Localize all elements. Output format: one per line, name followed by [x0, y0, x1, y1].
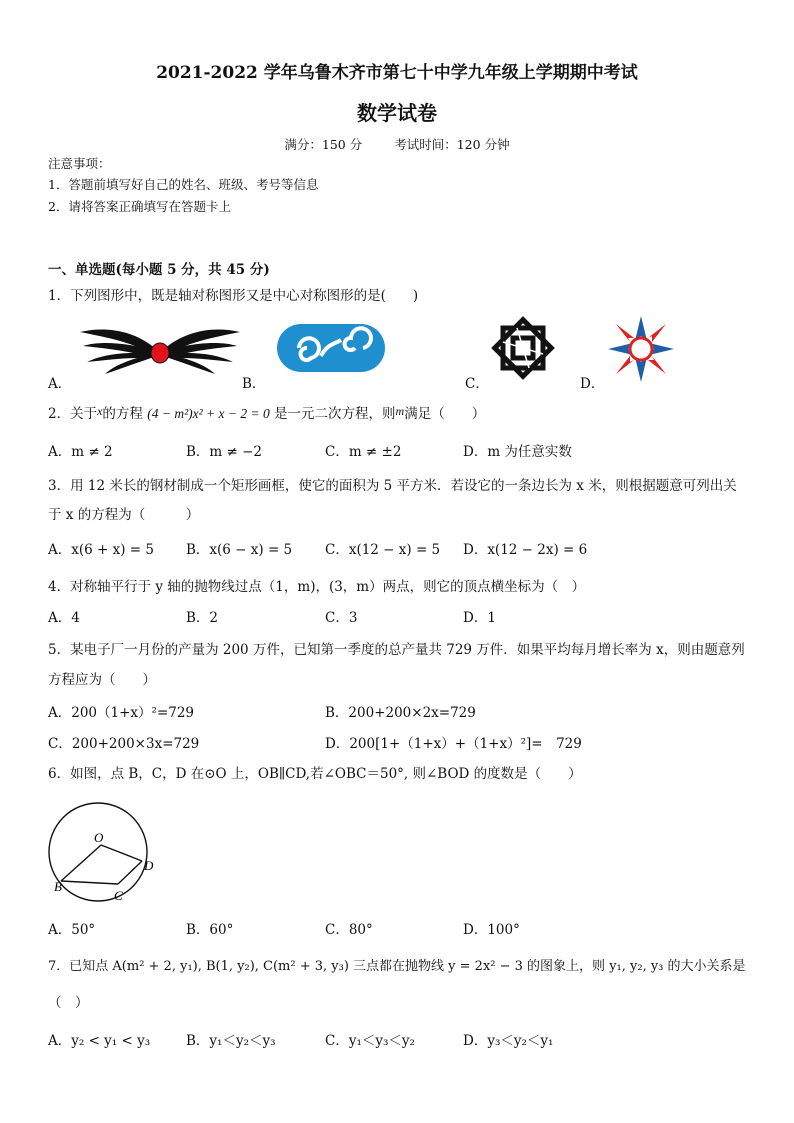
q2-stem-d: 满足（ ） — [404, 406, 486, 422]
label-d: D — [144, 858, 154, 873]
label-o: O — [94, 830, 104, 845]
q2-var-m: m — [395, 404, 405, 418]
q1-option-d-label: D． — [580, 376, 605, 392]
interlocked-squares-figure — [487, 312, 559, 384]
q1-option-a-label: A． — [48, 376, 72, 392]
exam-subject: 数学试卷 — [357, 101, 437, 125]
full-score: 满分：150 分 — [284, 137, 363, 152]
label-c: C — [114, 888, 123, 903]
q4-stem: 4．对称轴平行于 y 轴的抛物线过点（1，m)，(3，m）两点，则它的顶点横坐标为（ ） — [48, 579, 586, 595]
q7-line-1: 7．已知点 A(m² + 2, y₁), B(1, y₂), C(m² + 3, y₃) 三点都在抛物线 y = 2x² − 3 的图象上，则 y₁, y₂, y₃ 的大小关系是 — [48, 959, 746, 974]
q1-option-c-label: C． — [465, 376, 489, 392]
q4-option-d: D．1 — [463, 610, 496, 626]
q2-option-c: C．m ≠ ±2 — [325, 444, 402, 460]
section-heading: 一、单选题(每小题 5 分，共 45 分) — [48, 262, 270, 278]
q5-line-2: 方程应为（ ） — [48, 672, 156, 688]
circle-diagram — [44, 800, 164, 906]
q3-line-2: 于 x 的方程为（ ） — [48, 507, 200, 523]
star-circle-figure — [606, 314, 676, 384]
q3-option-c: C．x(12 − x) = 5 — [325, 542, 441, 558]
q3-option-a: A．x(6 + x) = 5 — [48, 542, 154, 558]
q2-stem — [48, 402, 485, 422]
q4-option-c: C．3 — [325, 610, 358, 626]
label-b: B — [54, 879, 62, 894]
q1-stem: 1．下列图形中，既是轴对称图形又是中心对称图形的是( ) — [48, 288, 419, 304]
q2-stem-a: 2．关于 — [48, 406, 98, 422]
exam-title: 2021-2022 学年乌鲁木齐市第七十中学九年级上学期期中考试 — [156, 63, 638, 83]
q6-option-d: D．100° — [463, 922, 520, 938]
notes-item-2: 2．请将答案正确填写在答题卡上 — [48, 199, 231, 214]
q2-stem-c: 是一元二次方程，则 — [274, 406, 396, 422]
exam-time: 考试时间：120 分钟 — [394, 137, 510, 152]
q3-option-b: B．x(6 − x) = 5 — [186, 542, 293, 558]
q3-line-1: 3．用 12 米长的钢材制成一个矩形画框，使它的面积为 5 平方米．若设它的一条边长为 x 米，则根据题意可列出关 — [48, 478, 737, 494]
q2-var-x: x — [97, 404, 103, 418]
q6-option-a: A．50° — [48, 922, 96, 938]
q7-option-d: D．y₃＜y₂＜y₁ — [463, 1033, 554, 1049]
q2-stem-b: 的方程 — [102, 406, 143, 422]
q7-option-b: B．y₁＜y₂＜y₃ — [186, 1033, 276, 1049]
q6-option-b: B．60° — [186, 922, 234, 938]
q6-stem: 6．如图，点 B，C，D 在⊙O 上，OB∥CD,若∠OBC＝50°, 则∠BOD 的度数是（ ） — [48, 766, 582, 782]
q2-equation: (4 − m²)x² + x − 2 = 0 — [147, 406, 270, 421]
q5-option-d: D．200[1+（1+x）+（1+x）²]= 729 — [325, 736, 582, 752]
q5-option-b: B．200+200×2x=729 — [325, 705, 476, 721]
q1-option-b-label: B． — [242, 376, 266, 392]
notes-heading: 注意事项： — [48, 156, 111, 171]
wings-figure — [75, 320, 245, 376]
q5-option-a: A．200（1+x）²=729 — [48, 705, 195, 721]
q5-line-1: 5．某电子厂一月份的产量为 200 万件，已知第一季度的总产量共 729 万件．如果平均每月增长率为 x，则由题意列 — [48, 642, 745, 658]
q2-option-b: B．m ≠ −2 — [186, 444, 263, 460]
q6-option-c: C．80° — [325, 922, 373, 938]
swirl-figure — [275, 322, 387, 374]
exam-info — [0, 135, 794, 153]
q4-option-a: A．4 — [48, 610, 80, 626]
q4-option-b: B．2 — [186, 610, 219, 626]
q7-option-a: A．y₂ < y₁ < y₃ — [48, 1033, 151, 1049]
q7-line-2: （ ） — [48, 995, 89, 1011]
q3-option-d: D．x(12 − 2x) = 6 — [463, 542, 588, 558]
q2-option-d: D．m 为任意实数 — [463, 444, 572, 460]
q7-option-c: C．y₁＜y₃＜y₂ — [325, 1033, 415, 1049]
q2-option-a: A．m ≠ 2 — [48, 444, 113, 460]
q5-option-c: C．200+200×3x=729 — [48, 736, 200, 752]
notes-item-1: 1．答题前填写好自己的姓名、班级、考号等信息 — [48, 177, 319, 192]
